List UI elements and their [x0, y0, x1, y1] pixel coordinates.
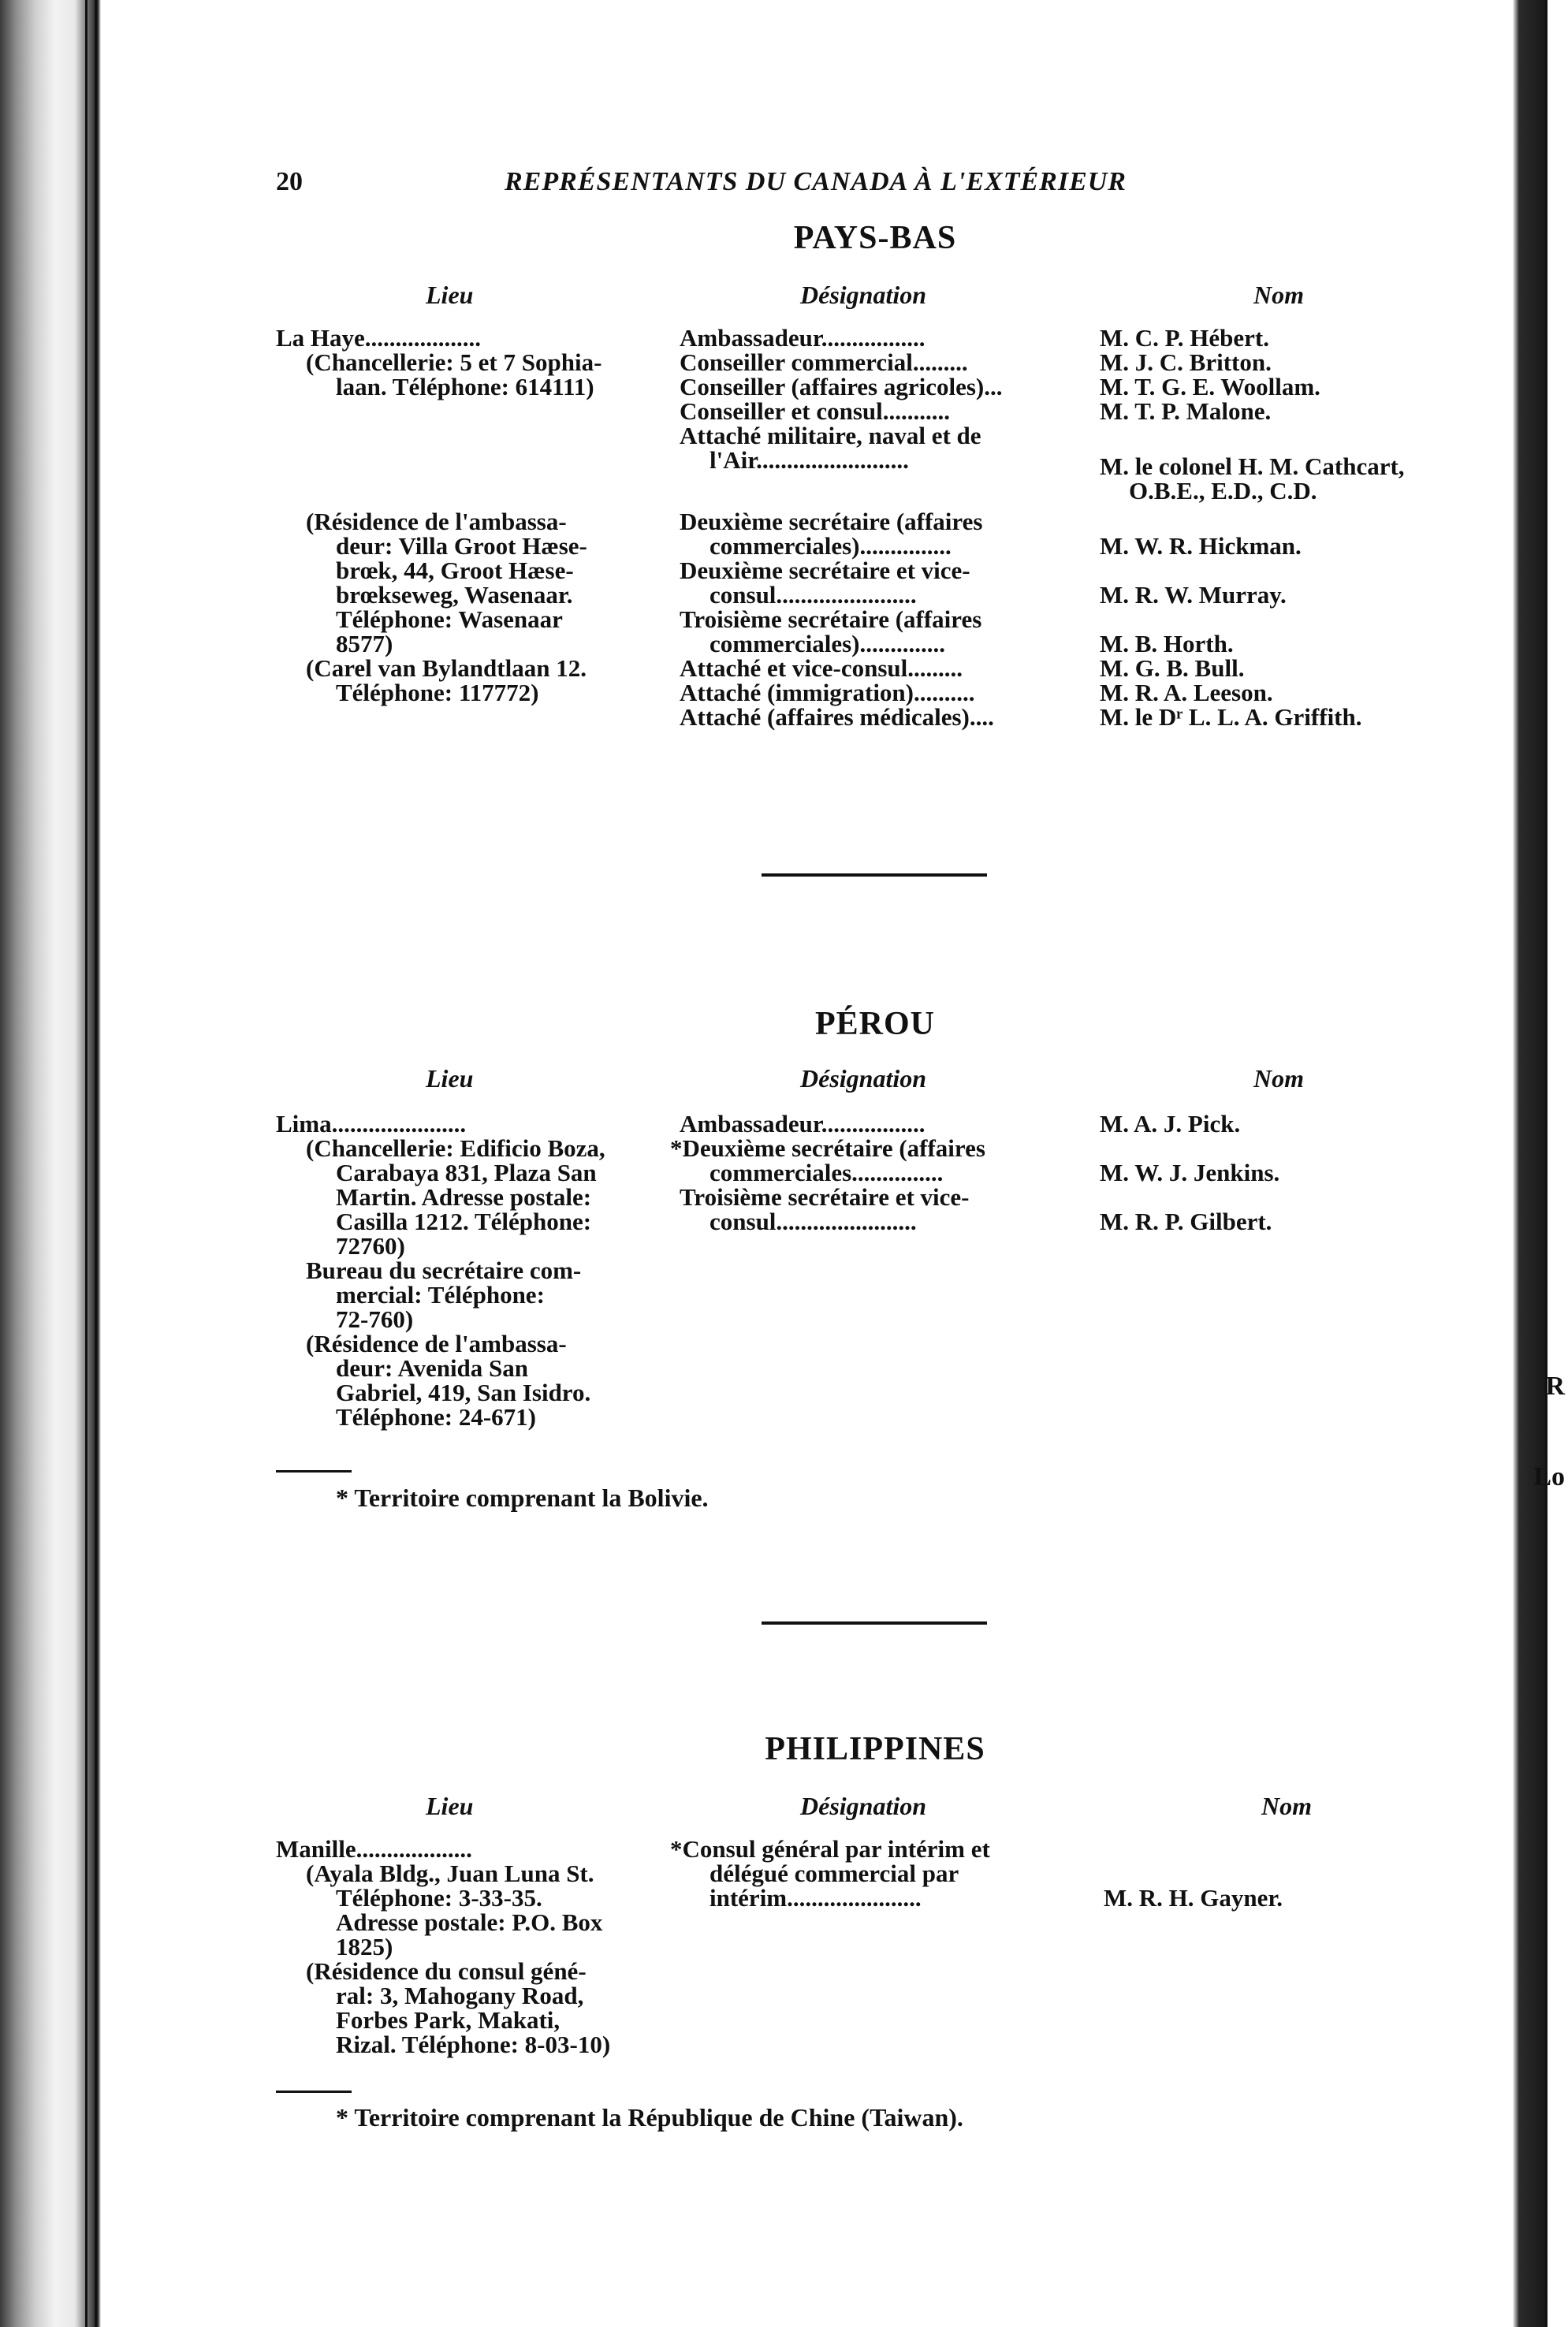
designation: Ambassadeur................. — [680, 1110, 926, 1137]
lieu-line: Adresse postale: P.O. Box — [336, 1908, 603, 1936]
lieu-line: mercial: Téléphone: — [336, 1281, 545, 1309]
lieu-city: La Haye................... — [276, 324, 482, 352]
designation: consul....................... — [710, 581, 917, 609]
designation: Attaché et vice-consul......... — [680, 654, 963, 682]
page-number: 20 — [276, 167, 303, 196]
col-head-lieu: Lieu — [426, 281, 474, 309]
nom: M. W. J. Jenkins. — [1100, 1159, 1280, 1186]
col-head-designation: Désignation — [800, 281, 927, 309]
footnote: * Territoire comprenant la Bolivie. — [336, 1484, 709, 1512]
edge-fragment: Lo — [1533, 1462, 1565, 1491]
lieu-line: 72760) — [336, 1232, 405, 1260]
designation: commerciales............... — [710, 1159, 944, 1186]
section-divider — [762, 1621, 987, 1625]
lieu-city: Manille................... — [276, 1835, 472, 1863]
lieu-line: Forbes Park, Makati, — [336, 2006, 561, 2034]
designation: Attaché (immigration).......... — [680, 679, 975, 706]
nom: M. R. P. Gilbert. — [1100, 1208, 1272, 1235]
binding-line — [85, 0, 88, 2327]
lieu-city: Lima...................... — [276, 1110, 467, 1137]
lieu-line: ral: 3, Mahogany Road, — [336, 1982, 584, 2009]
nom: M. R. H. Gayner. — [1104, 1884, 1283, 1912]
designation: commerciales)............... — [710, 532, 952, 560]
designation: Conseiller (affaires agricoles)... — [680, 373, 1003, 400]
footnote-rule — [276, 1470, 352, 1473]
lieu-line: brœk, 44, Groot Hæse- — [336, 557, 574, 584]
nom: M. T. G. E. Woollam. — [1100, 373, 1320, 400]
lieu-line: Téléphone: 3-33-35. — [336, 1884, 542, 1912]
nom: M. R. W. Murray. — [1100, 581, 1287, 609]
lieu-line: Martin. Adresse postale: — [336, 1183, 592, 1211]
nom: M. R. A. Leeson. — [1100, 679, 1273, 706]
lieu-line: 8577) — [336, 630, 393, 657]
designation: Deuxième secrétaire (affaires — [680, 508, 983, 535]
designation: Attaché militaire, naval et de — [680, 422, 981, 449]
facing-page-strip — [1545, 0, 1568, 2327]
nom: M. le Dʳ L. L. A. Griffith. — [1100, 703, 1362, 731]
col-head-nom: Nom — [1253, 1064, 1304, 1093]
col-head-nom: Nom — [1253, 281, 1304, 309]
section-divider — [762, 873, 987, 877]
nom: M. B. Horth. — [1100, 630, 1234, 657]
col-head-lieu: Lieu — [426, 1792, 474, 1820]
col-head-lieu: Lieu — [426, 1064, 474, 1093]
running-title: REPRÉSENTANTS DU CANADA À L'EXTÉRIEUR — [505, 167, 1127, 196]
lieu-line: Téléphone: 117772) — [336, 679, 539, 706]
designation: Deuxième secrétaire et vice- — [680, 557, 970, 584]
designation: Conseiller et consul........... — [680, 397, 950, 425]
lieu-line: (Résidence de l'ambassa- — [306, 1330, 567, 1357]
lieu-line: Téléphone: Wasenaar — [336, 605, 563, 633]
nom: M. W. R. Hickman. — [1100, 532, 1302, 560]
nom: M. G. B. Bull. — [1100, 654, 1245, 682]
lieu-line: (Résidence de l'ambassa- — [306, 508, 567, 535]
lieu-line: (Ayala Bldg., Juan Luna St. — [306, 1860, 594, 1887]
col-head-nom: Nom — [1261, 1792, 1312, 1820]
lieu-line: (Résidence du consul géné- — [306, 1957, 587, 1985]
lieu-line: 72-760) — [336, 1305, 414, 1333]
footnote-rule — [276, 2091, 352, 2093]
lieu-line: (Chancellerie: Edificio Boza, — [306, 1134, 605, 1162]
col-head-designation: Désignation — [800, 1792, 927, 1820]
lieu-line: deur: Avenida San — [336, 1354, 529, 1382]
designation: délégué commercial par — [710, 1860, 959, 1887]
designation: consul....................... — [710, 1208, 917, 1235]
lieu-line: Carabaya 831, Plaza San — [336, 1159, 597, 1186]
nom: M. J. C. Britton. — [1100, 348, 1272, 376]
lieu-line: Téléphone: 24-671) — [336, 1403, 537, 1431]
lieu-line: Rizal. Téléphone: 8-03-10) — [336, 2031, 611, 2058]
lieu-line: Casilla 1212. Téléphone: — [336, 1208, 592, 1235]
designation: commerciales).............. — [710, 630, 945, 657]
designation: Attaché (affaires médicales).... — [680, 703, 994, 731]
designation: *Deuxième secrétaire (affaires — [670, 1134, 985, 1162]
nom: O.B.E., E.D., C.D. — [1129, 477, 1317, 504]
lieu-line: (Carel van Bylandtlaan 12. — [306, 654, 587, 682]
edge-fragment: R — [1545, 1372, 1565, 1401]
nom: M. T. P. Malone. — [1100, 397, 1272, 425]
col-head-designation: Désignation — [800, 1064, 927, 1093]
designation: Conseiller commercial......... — [680, 348, 968, 376]
lieu-line: Bureau du secrétaire com- — [306, 1257, 582, 1284]
lieu-line: 1825) — [336, 1933, 393, 1960]
binding-line — [95, 0, 97, 2327]
designation: Troisième secrétaire et vice- — [680, 1183, 970, 1211]
lieu-line: (Chancellerie: 5 et 7 Sophia- — [306, 348, 602, 376]
nom: M. A. J. Pick. — [1100, 1110, 1241, 1137]
section-title: PHILIPPINES — [765, 1731, 985, 1767]
section-title: PAYS-BAS — [793, 220, 957, 256]
designation: l'Air......................... — [710, 446, 909, 474]
designation: Ambassadeur................. — [680, 324, 926, 352]
designation: Troisième secrétaire (affaires — [680, 605, 982, 633]
nom: M. le colonel H. M. Cathcart, — [1100, 452, 1405, 480]
designation: intérim...................... — [710, 1884, 922, 1912]
lieu-line: deur: Villa Groot Hæse- — [336, 532, 587, 560]
designation: *Consul général par intérim et — [670, 1835, 990, 1863]
lieu-line: Gabriel, 419, San Isidro. — [336, 1379, 591, 1406]
section-title: PÉROU — [815, 1006, 935, 1042]
nom: M. C. P. Hébert. — [1100, 324, 1269, 352]
footnote: * Territoire comprenant la République de Chine (Taiwan). — [336, 2103, 963, 2132]
lieu-line: brœkseweg, Wasenaar. — [336, 581, 573, 609]
lieu-line: laan. Téléphone: 614111) — [336, 373, 594, 400]
